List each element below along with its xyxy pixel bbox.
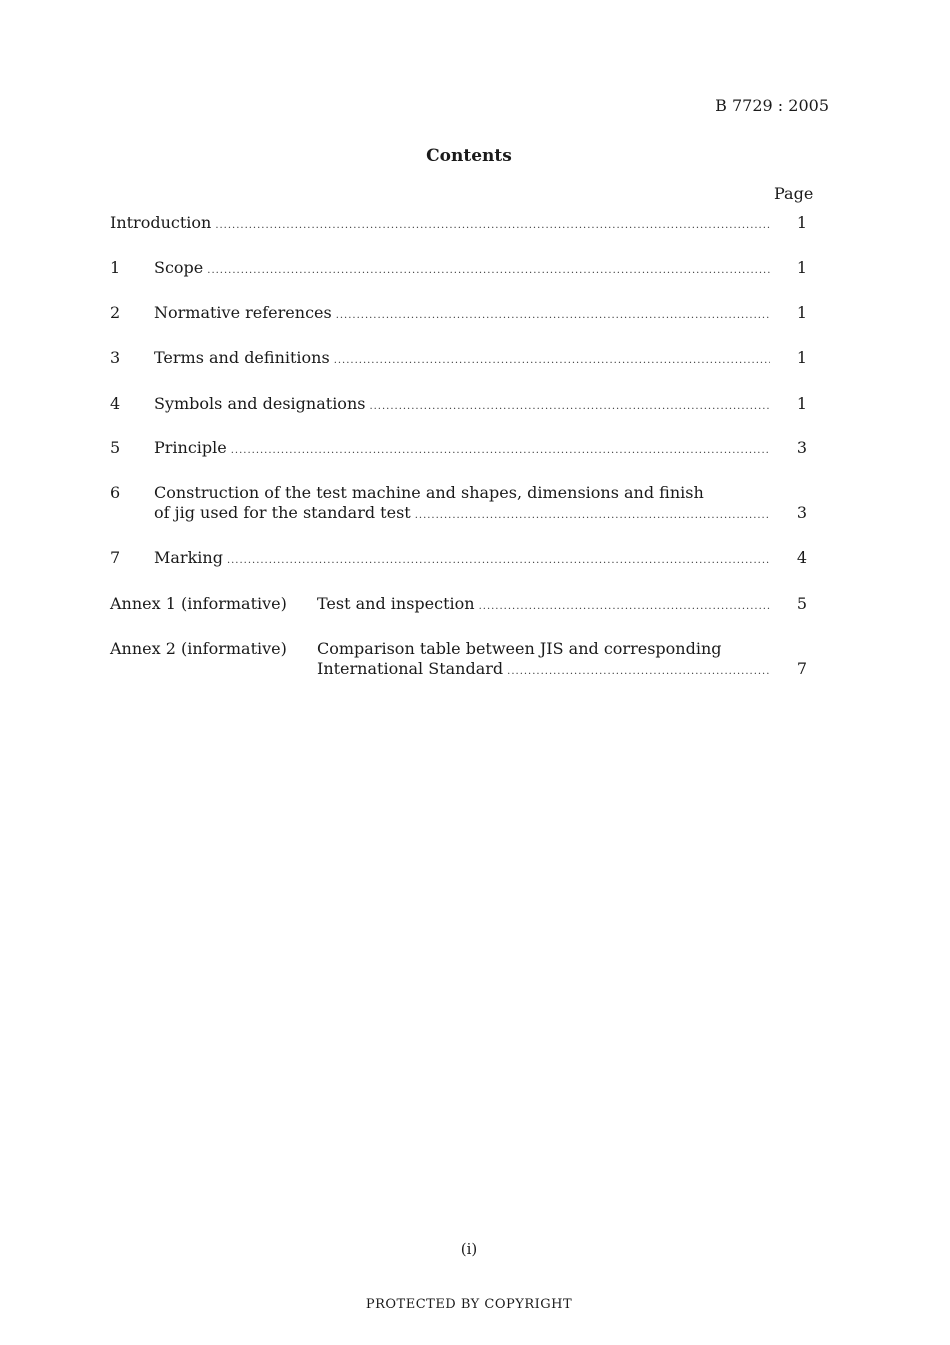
toc-entry-construction[interactable]: [154, 503, 770, 523]
dot-leader: [334, 351, 770, 368]
toc-entry-principle[interactable]: [154, 438, 770, 458]
contents-title: Contents: [426, 146, 512, 166]
toc-title: Test and inspection: [317, 594, 475, 613]
toc-entry-terms-and-definitions[interactable]: [154, 348, 770, 368]
dot-leader: [227, 551, 770, 568]
toc-entry-introduction[interactable]: [110, 213, 770, 233]
toc-entry-annex-2[interactable]: [317, 659, 770, 679]
toc-page: 1: [796, 213, 808, 232]
toc-entry-annex-1[interactable]: [317, 594, 770, 614]
toc-entry-symbols-and-designations[interactable]: [154, 394, 770, 414]
toc-page: 1: [796, 394, 808, 413]
toc-entry-scope[interactable]: [154, 258, 770, 278]
page-number: (i): [460, 1240, 478, 1258]
toc-title: Marking: [154, 548, 223, 567]
dot-leader: [507, 662, 770, 679]
toc-page: 3: [796, 438, 808, 457]
toc-title: Normative references: [154, 303, 332, 322]
toc-title-line1[interactable]: Comparison table between JIS and corresponding: [317, 639, 722, 658]
dot-leader: [336, 306, 770, 323]
dot-leader: [415, 506, 770, 523]
page-column-label: Page: [774, 184, 814, 203]
annex-label: Annex 2 (informative): [110, 639, 287, 658]
toc-title: Terms and definitions: [154, 348, 330, 367]
toc-number: 2: [110, 303, 121, 322]
toc-title: Symbols and designations: [154, 394, 366, 413]
toc-page: 1: [796, 258, 808, 277]
toc-page: 1: [796, 348, 808, 367]
toc-title: Scope: [154, 258, 204, 277]
toc-number: 6: [110, 483, 121, 502]
dot-leader: [215, 216, 770, 233]
toc-number: 1: [110, 258, 121, 277]
toc-number: 7: [110, 548, 121, 567]
toc-entry-marking[interactable]: [154, 548, 770, 568]
toc-page: 3: [796, 503, 808, 522]
dot-leader: [231, 441, 770, 458]
copyright-footer: PROTECTED BY COPYRIGHT: [365, 1297, 573, 1312]
toc-title: Principle: [154, 438, 227, 457]
toc-number: 3: [110, 348, 121, 367]
standard-number: B 7729 : 2005: [715, 96, 829, 115]
toc-page: 7: [796, 659, 808, 678]
toc-title-line2: International Standard: [317, 659, 504, 678]
dot-leader: [369, 397, 770, 414]
toc-number: 5: [110, 438, 121, 457]
toc-page: 4: [796, 548, 808, 567]
toc-page: 1: [796, 303, 808, 322]
toc-title: Introduction: [110, 213, 212, 232]
toc-entry-normative-references[interactable]: [154, 303, 770, 323]
dot-leader: [207, 261, 770, 278]
toc-number: 4: [110, 394, 121, 413]
toc-title-line1[interactable]: Construction of the test machine and shapes, dimensions and finish: [154, 483, 704, 502]
toc-page: 5: [796, 594, 808, 613]
dot-leader: [479, 597, 770, 614]
annex-label: Annex 1 (informative): [110, 594, 287, 613]
toc-title-line2: of jig used for the standard test: [154, 503, 411, 522]
